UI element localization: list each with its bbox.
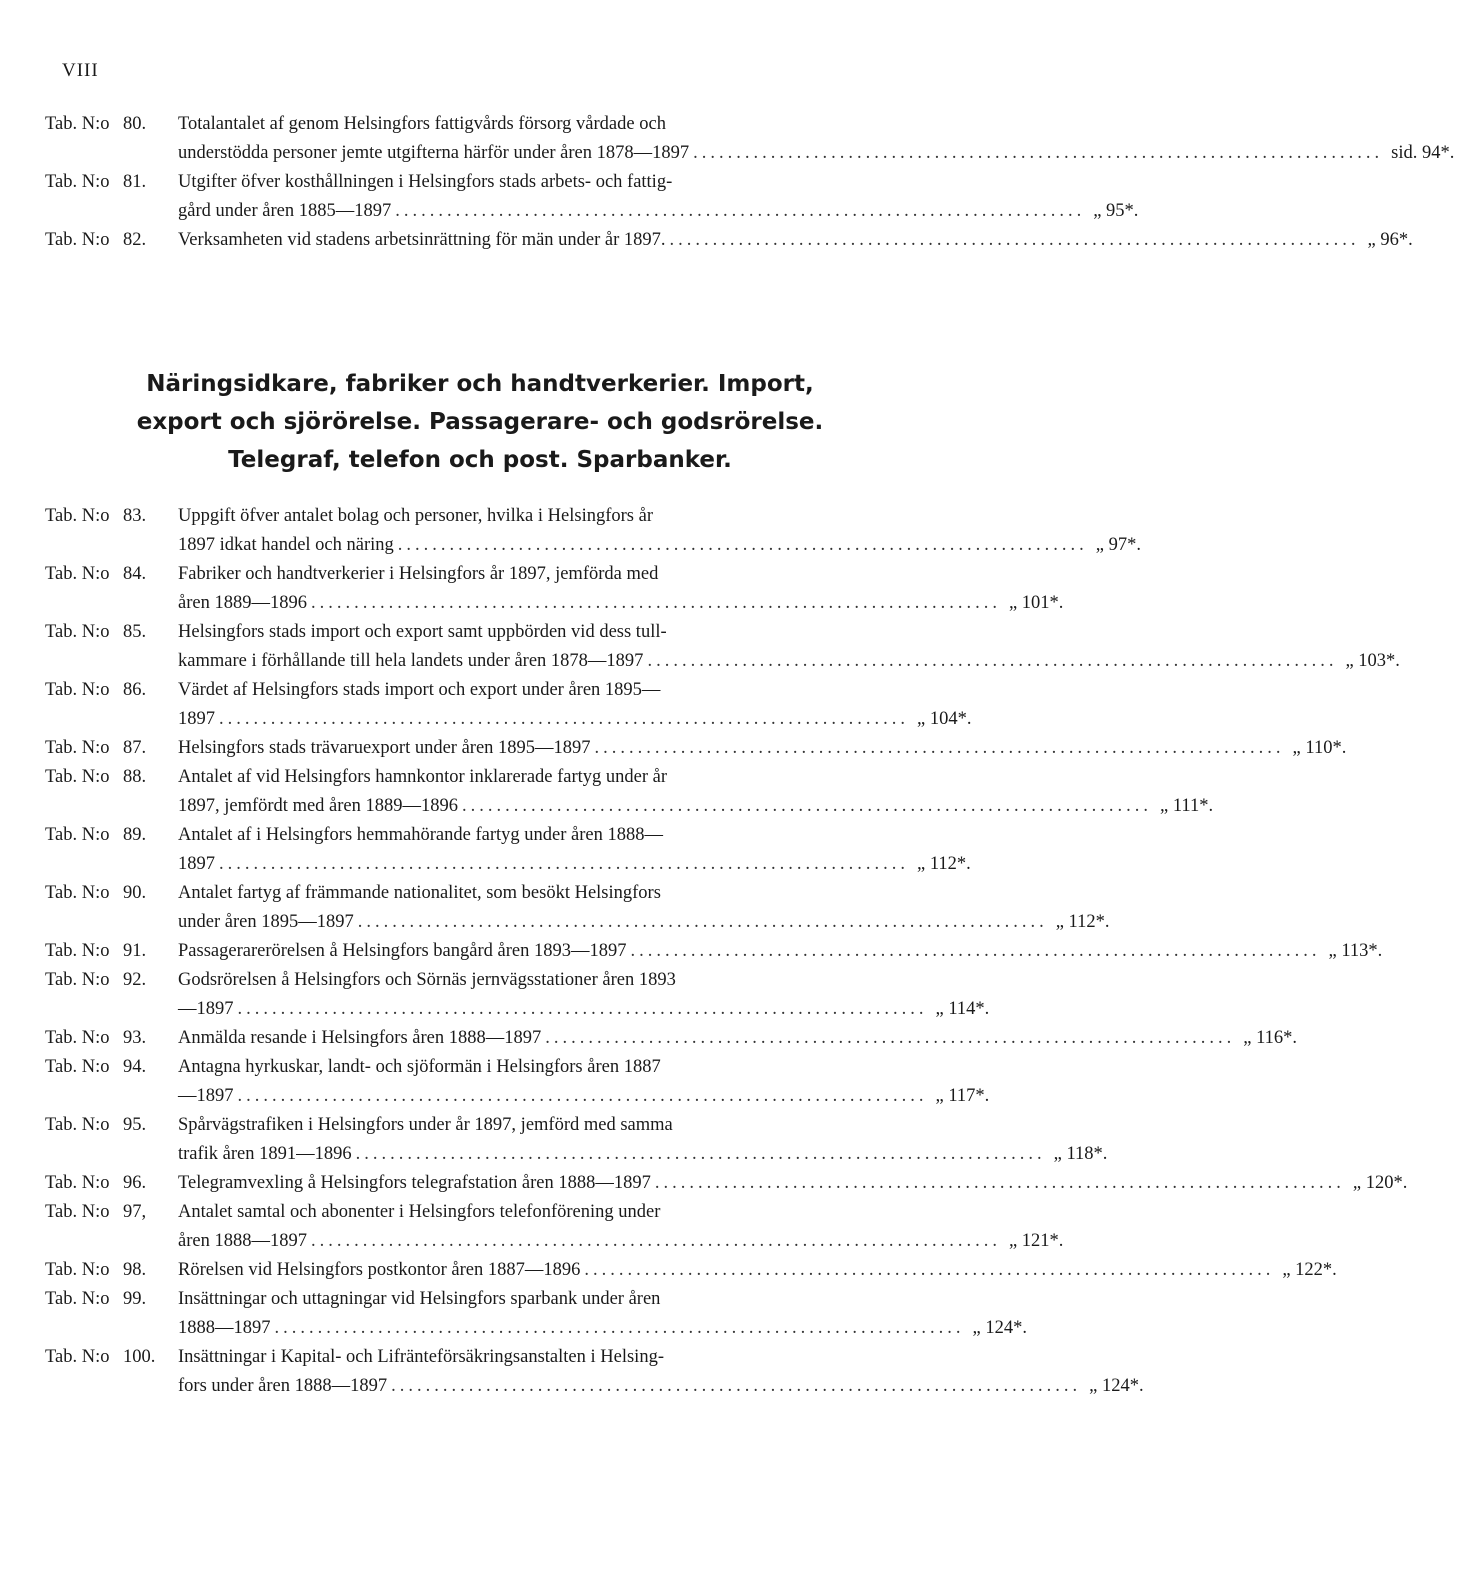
entry-page-ref: „ 122*. bbox=[1282, 1260, 1337, 1280]
entry-line-text: Totalantalet af genom Helsingfors fattigvårds försorg vårdade och bbox=[178, 114, 666, 134]
entry-table-label: Tab. N:o bbox=[45, 680, 110, 700]
entry-number: 95. bbox=[123, 1115, 147, 1135]
entry-page-ref: „ 103*. bbox=[1345, 651, 1400, 671]
page-folio: VIII bbox=[62, 60, 99, 81]
entry-line bbox=[178, 705, 997, 734]
entry-table-label: Tab. N:o bbox=[45, 1115, 110, 1135]
entry-table-label: Tab. N:o bbox=[45, 506, 110, 526]
leader-dots: ................................................................................ bbox=[669, 230, 1360, 250]
entry-table-label: Tab. N:o bbox=[45, 1173, 110, 1193]
entry-line bbox=[178, 676, 997, 705]
entry-line-text: 1888—1897 bbox=[178, 1318, 271, 1338]
leader-dots: ................................................................................ bbox=[654, 1173, 1345, 1193]
entry-page-ref: „ 104*. bbox=[917, 709, 972, 729]
entry-number: 81. bbox=[123, 172, 147, 192]
table-entry bbox=[45, 1024, 1298, 1053]
entry-table-label: Tab. N:o bbox=[45, 767, 110, 787]
entry-line bbox=[178, 168, 1173, 197]
entry-description bbox=[178, 110, 1471, 168]
entry-line-text: Antalet samtal och abonenter i Helsingfors telefonförening under bbox=[178, 1202, 661, 1222]
entry-number: 100. bbox=[123, 1347, 156, 1367]
table-entry bbox=[45, 676, 972, 734]
entry-number: 82. bbox=[123, 230, 147, 250]
table-entry bbox=[45, 937, 1383, 966]
table-entry bbox=[45, 1111, 1108, 1169]
leader-dots: ................................................................................ bbox=[545, 1028, 1236, 1048]
entry-line bbox=[178, 197, 1173, 226]
entry-line bbox=[178, 908, 1136, 937]
entry-description bbox=[178, 821, 997, 879]
entry-line-text: gård under åren 1885—1897 bbox=[178, 201, 392, 221]
entry-table-label: Tab. N:o bbox=[45, 172, 110, 192]
leader-dots: ................................................................................ bbox=[310, 1231, 1001, 1251]
entry-page-ref: „ 124*. bbox=[1089, 1376, 1144, 1396]
entry-line bbox=[178, 1024, 1323, 1053]
entry-table-label: Tab. N:o bbox=[45, 230, 110, 250]
entry-line-text: Telegramvexling å Helsingfors telegrafstation åren 1888—1897 bbox=[178, 1173, 651, 1193]
entry-description bbox=[178, 1256, 1362, 1285]
leader-dots: ................................................................................ bbox=[647, 651, 1338, 671]
entry-number: 98. bbox=[123, 1260, 147, 1280]
entry-line-text: kammare i förhållande till hela landets under åren 1878—1897 bbox=[178, 651, 644, 671]
table-entry bbox=[45, 1198, 1064, 1256]
entry-line bbox=[178, 560, 1089, 589]
entry-line bbox=[178, 850, 997, 879]
leader-dots: ................................................................................ bbox=[594, 738, 1285, 758]
entry-page-ref: „ 117*. bbox=[935, 1086, 990, 1106]
entry-line-text: Antalet af i Helsingfors hemmahörande fartyg under åren 1888— bbox=[178, 825, 663, 845]
entry-description bbox=[178, 1024, 1323, 1053]
entry-description bbox=[178, 1169, 1433, 1198]
entry-number: 88. bbox=[123, 767, 147, 787]
table-entry bbox=[45, 1256, 1337, 1285]
entry-description bbox=[178, 1053, 1016, 1111]
entry-line-text: under åren 1895—1897 bbox=[178, 912, 354, 932]
table-entry bbox=[45, 1053, 990, 1111]
entry-line bbox=[178, 1111, 1134, 1140]
entry-table-label: Tab. N:o bbox=[45, 622, 110, 642]
entry-description bbox=[178, 1343, 1169, 1401]
entry-description bbox=[178, 618, 1425, 676]
entry-table-label: Tab. N:o bbox=[45, 1028, 110, 1048]
entry-number: 99. bbox=[123, 1289, 147, 1309]
entry-table-label: Tab. N:o bbox=[45, 1347, 110, 1367]
entry-line-text: 1897 bbox=[178, 854, 215, 874]
entry-page-ref: „ 112*. bbox=[1055, 912, 1110, 932]
entry-page-ref: „ 118*. bbox=[1053, 1144, 1108, 1164]
entry-line-text: Uppgift öfver antalet bolag och personer, hvilka i Helsingfors år bbox=[178, 506, 653, 526]
entry-line bbox=[178, 763, 1240, 792]
entry-line bbox=[178, 647, 1425, 676]
table-entry bbox=[45, 168, 1139, 226]
entry-table-label: Tab. N:o bbox=[45, 1289, 110, 1309]
entry-number: 93. bbox=[123, 1028, 147, 1048]
entry-page-ref: „ 101*. bbox=[1008, 593, 1064, 613]
entry-description bbox=[178, 1111, 1134, 1169]
table-entry bbox=[45, 966, 990, 1024]
leader-dots: ................................................................................ bbox=[693, 143, 1384, 163]
entry-line-text: Fabriker och handtverkerier i Helsingfors år 1897, jemförda med bbox=[178, 564, 659, 584]
table-entry bbox=[45, 1169, 1408, 1198]
section-heading bbox=[80, 365, 880, 479]
entry-line-text: Antagna hyrkuskar, landt- och sjöformän i Helsingfors åren 1887 bbox=[178, 1057, 661, 1077]
leader-dots: ................................................................................ bbox=[391, 1376, 1082, 1396]
table-entry bbox=[45, 821, 971, 879]
table-entry bbox=[45, 879, 1110, 937]
entry-line bbox=[178, 1053, 1016, 1082]
entry-line-text: —1897 bbox=[178, 1086, 234, 1106]
heading-line: Telegraf, telefon och post. Sparbanker. bbox=[228, 447, 732, 473]
entry-page-ref: „ 114*. bbox=[935, 999, 990, 1019]
entry-table-label: Tab. N:o bbox=[45, 1202, 110, 1222]
entry-line bbox=[178, 792, 1240, 821]
leader-dots: ................................................................................ bbox=[355, 1144, 1046, 1164]
entry-description bbox=[178, 879, 1136, 937]
entry-line-text: åren 1888—1897 bbox=[178, 1231, 307, 1251]
entry-number: 85. bbox=[123, 622, 147, 642]
entry-number: 94. bbox=[123, 1057, 147, 1077]
entry-number: 84. bbox=[123, 564, 147, 584]
entry-line-text: Antalet af vid Helsingfors hamnkontor inklarerade fartyg under år bbox=[178, 767, 668, 787]
table-entry bbox=[45, 502, 1141, 560]
entry-line-text: åren 1889—1896 bbox=[178, 593, 307, 613]
entry-line bbox=[178, 879, 1136, 908]
leader-dots: ................................................................................ bbox=[397, 535, 1088, 555]
entry-line-text: Spårvägstrafiken i Helsingfors under år 1897, jemförd med samma bbox=[178, 1115, 673, 1135]
entry-line-text: Helsingfors stads import och export samt uppbörden vid dess tull- bbox=[178, 622, 667, 642]
entry-page-ref: sid. 94*. bbox=[1391, 143, 1455, 163]
entry-line bbox=[178, 110, 1471, 139]
entry-line bbox=[178, 966, 1016, 995]
entry-number: 89. bbox=[123, 825, 147, 845]
entry-number: 91. bbox=[123, 941, 147, 961]
entry-line-text: 1897 bbox=[178, 709, 215, 729]
entry-page-ref: „ 110*. bbox=[1292, 738, 1347, 758]
entry-description bbox=[178, 560, 1089, 618]
leader-dots: ................................................................................ bbox=[274, 1318, 965, 1338]
entry-line-text: Värdet af Helsingfors stads import och export under åren 1895— bbox=[178, 680, 661, 700]
entry-page-ref: „ 121*. bbox=[1008, 1231, 1064, 1251]
entry-line-text: Utgifter öfver kosthållningen i Helsingfors stads arbets- och fattig- bbox=[178, 172, 673, 192]
entry-page-ref: „ 112*. bbox=[917, 854, 971, 874]
leader-dots: ................................................................................ bbox=[584, 1260, 1275, 1280]
table-entry bbox=[45, 618, 1400, 676]
entry-line-text: Insättningar och uttagningar vid Helsingfors sparbank under åren bbox=[178, 1289, 661, 1309]
entry-description bbox=[178, 168, 1173, 226]
entry-line-text: 1897, jemfördt med åren 1889—1896 bbox=[178, 796, 459, 816]
table-entry bbox=[45, 1285, 1027, 1343]
entry-number: 97, bbox=[123, 1202, 147, 1222]
leader-dots: ................................................................................ bbox=[630, 941, 1321, 961]
entry-line bbox=[178, 1256, 1362, 1285]
entry-table-label: Tab. N:o bbox=[45, 1057, 110, 1077]
entry-number: 90. bbox=[123, 883, 147, 903]
table-entry bbox=[45, 110, 1455, 168]
entry-table-label: Tab. N:o bbox=[45, 825, 110, 845]
entry-description bbox=[178, 676, 997, 734]
leader-dots: ................................................................................ bbox=[219, 709, 909, 729]
entry-line-text: Rörelsen vid Helsingfors postkontor åren 1887—1896 bbox=[178, 1260, 581, 1280]
entry-description bbox=[178, 966, 1016, 1024]
entry-line-text: Godsrörelsen å Helsingfors och Sörnäs jernvägsstationer åren 1893 bbox=[178, 970, 676, 990]
entry-table-label: Tab. N:o bbox=[45, 564, 110, 584]
leader-dots: ................................................................................ bbox=[357, 912, 1048, 932]
entry-line bbox=[178, 139, 1471, 168]
entry-page-ref: „ 116*. bbox=[1243, 1028, 1298, 1048]
table-entry bbox=[45, 226, 1413, 255]
entry-line bbox=[178, 734, 1373, 763]
entry-line-text: —1897 bbox=[178, 999, 234, 1019]
entry-page-ref: „ 97*. bbox=[1095, 535, 1141, 555]
entry-line-text: 1897 idkat handel och näring bbox=[178, 535, 394, 555]
entry-line-text: fors under åren 1888—1897 bbox=[178, 1376, 388, 1396]
heading-line: Näringsidkare, fabriker och handtverkerier. Import, bbox=[146, 371, 814, 397]
entry-page-ref: „ 96*. bbox=[1367, 230, 1413, 250]
table-entry bbox=[45, 560, 1064, 618]
entry-line-text: Anmälda resande i Helsingfors åren 1888—1897 bbox=[178, 1028, 542, 1048]
entry-line bbox=[178, 1169, 1433, 1198]
entry-line bbox=[178, 1343, 1169, 1372]
entry-page-ref: „ 124*. bbox=[972, 1318, 1027, 1338]
entry-number: 80. bbox=[123, 114, 147, 134]
entry-description bbox=[178, 502, 1176, 560]
leader-dots: ................................................................................ bbox=[462, 796, 1153, 816]
entry-table-label: Tab. N:o bbox=[45, 738, 110, 758]
entry-line-text: trafik åren 1891—1896 bbox=[178, 1144, 352, 1164]
entry-line bbox=[178, 1372, 1169, 1401]
entry-table-label: Tab. N:o bbox=[45, 883, 110, 903]
entry-table-label: Tab. N:o bbox=[45, 114, 110, 134]
entry-line bbox=[178, 937, 1408, 966]
leader-dots: ................................................................................ bbox=[219, 854, 909, 874]
entry-description bbox=[178, 937, 1408, 966]
entry-table-label: Tab. N:o bbox=[45, 1260, 110, 1280]
leader-dots: ................................................................................ bbox=[237, 1086, 928, 1106]
entry-number: 92. bbox=[123, 970, 147, 990]
entry-page-ref: „ 120*. bbox=[1352, 1173, 1408, 1193]
entry-line-text: Verksamheten vid stadens arbetsinrättning för män under år 1897. bbox=[178, 230, 666, 250]
entry-line bbox=[178, 995, 1016, 1024]
entry-line-text: Passagerarerörelsen å Helsingfors bangård åren 1893—1897 bbox=[178, 941, 627, 961]
entry-description bbox=[178, 763, 1240, 821]
entry-table-label: Tab. N:o bbox=[45, 941, 110, 961]
entry-description bbox=[178, 1198, 1089, 1256]
entry-line bbox=[178, 618, 1425, 647]
entry-description bbox=[178, 1285, 1053, 1343]
entry-description bbox=[178, 226, 1448, 255]
entry-page-ref: „ 95*. bbox=[1093, 201, 1139, 221]
leader-dots: ................................................................................ bbox=[310, 593, 1001, 613]
entry-description bbox=[178, 734, 1373, 763]
table-entry bbox=[45, 734, 1347, 763]
entry-line bbox=[178, 1082, 1016, 1111]
entry-number: 83. bbox=[123, 506, 147, 526]
entry-line-text: Antalet fartyg af främmande nationalitet, som besökt Helsingfors bbox=[178, 883, 661, 903]
entry-table-label: Tab. N:o bbox=[45, 970, 110, 990]
entry-line bbox=[178, 1140, 1134, 1169]
entry-line bbox=[178, 531, 1176, 560]
leader-dots: ................................................................................ bbox=[237, 999, 928, 1019]
entry-number: 87. bbox=[123, 738, 147, 758]
entry-line bbox=[178, 502, 1176, 531]
entry-line bbox=[178, 821, 997, 850]
entry-line bbox=[178, 1314, 1053, 1343]
entry-number: 86. bbox=[123, 680, 147, 700]
entry-line-text: understödda personer jemte utgifterna härför under åren 1878—1897 bbox=[178, 143, 690, 163]
table-entry bbox=[45, 763, 1214, 821]
heading-line: export och sjörörelse. Passagerare- och godsrörelse. bbox=[136, 409, 824, 435]
entry-line bbox=[178, 1285, 1053, 1314]
entry-number: 96. bbox=[123, 1173, 147, 1193]
leader-dots: ................................................................................ bbox=[395, 201, 1086, 221]
entry-page-ref: „ 111*. bbox=[1160, 796, 1214, 816]
entry-list bbox=[45, 502, 1408, 1401]
entry-line bbox=[178, 1227, 1089, 1256]
entry-line-text: Insättningar i Kapital- och Lifränteförsäkringsanstalten i Helsing- bbox=[178, 1347, 664, 1367]
entry-line bbox=[178, 1198, 1089, 1227]
entry-line bbox=[178, 226, 1448, 255]
entry-line-text: Helsingfors stads trävaruexport under åren 1895—1897 bbox=[178, 738, 591, 758]
entry-line bbox=[178, 589, 1089, 618]
top-entry-list bbox=[45, 110, 1455, 255]
entry-page-ref: „ 113*. bbox=[1328, 941, 1383, 961]
table-entry bbox=[45, 1343, 1144, 1401]
